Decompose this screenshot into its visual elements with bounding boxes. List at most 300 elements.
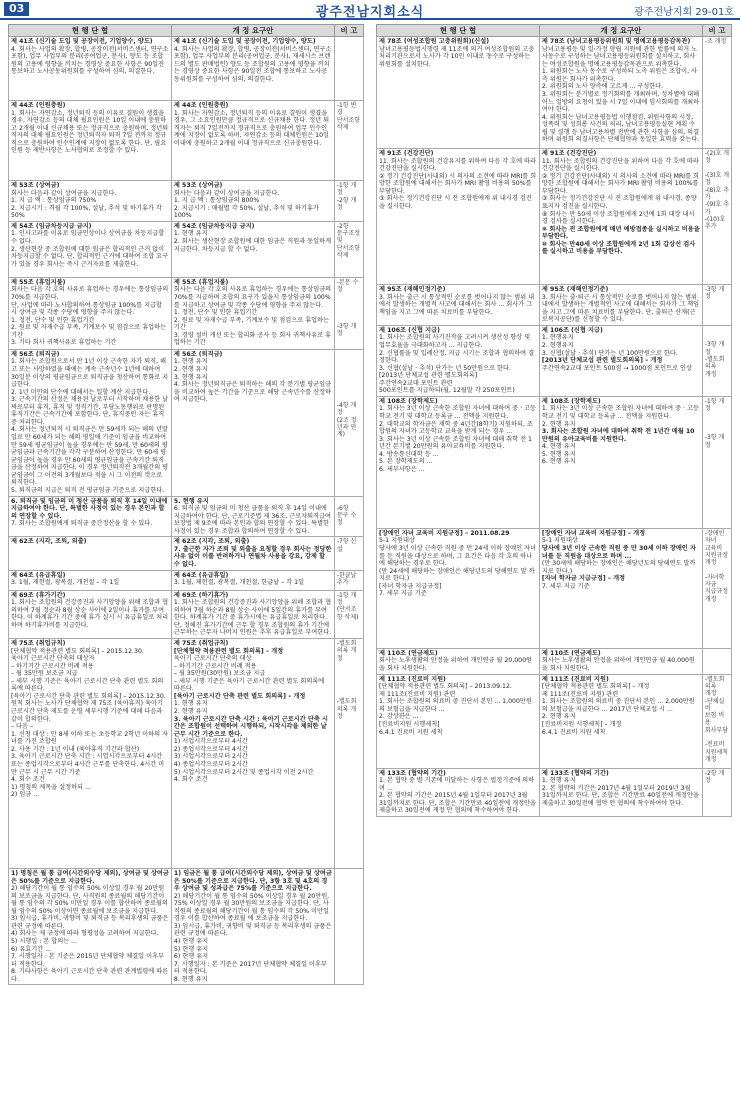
clause-text: 5) 현행 유지 bbox=[173, 945, 209, 953]
table-row bbox=[377, 285, 732, 326]
clause-text: ⑩ 회사는 만40세 이상 조합원에게 2년 1회 갑상선 검사를 실시하고 비용을 부담한다. bbox=[541, 240, 696, 256]
clause-text: 6. 현행 유지 bbox=[541, 458, 576, 466]
note-text: -1항 개정 bbox=[336, 591, 357, 606]
clause-text: 1. 현행 유지 bbox=[541, 777, 576, 785]
clause-text: [단체협약 적용관련 별도 회의록] – 개정 bbox=[173, 647, 284, 655]
clause-text: 회사는 노후생활의 안정을 위하여 개인연금 월 40,000원을 회사 지원한다. bbox=[541, 657, 695, 672]
table-header-row bbox=[377, 25, 732, 37]
note-text: 단서조항 bbox=[336, 244, 361, 252]
clause-text: (만 30세에 해당하는 장애인은 해당년도의 당해연도 말까지로 한다.) bbox=[541, 560, 696, 575]
current-clause-cell bbox=[377, 149, 540, 285]
header-demand: 개 정 요구안 bbox=[539, 25, 702, 37]
clause-text: 5-1 지원대상 bbox=[541, 537, 578, 545]
note-cell bbox=[702, 37, 731, 149]
note-cell bbox=[334, 101, 363, 181]
article-heading: 제 64조 (유급휴일) bbox=[11, 571, 66, 579]
table-row bbox=[9, 868, 364, 984]
clause-text: 5-1 지원대상 bbox=[379, 537, 415, 545]
note-text bbox=[705, 650, 729, 657]
table-row bbox=[377, 674, 732, 768]
issue-label: 광주전남지회 29-01호 bbox=[634, 7, 734, 18]
clause-text: 2. 위원회의 노사 양측에 고르게 ... 구성한다. bbox=[541, 83, 664, 91]
clause-text: [2013년 단체교섭 관련 별도회의록] bbox=[379, 372, 478, 380]
note-cell bbox=[702, 768, 731, 816]
clause-text: 회사는 다음 각 호의 사유로 휴업하는 경우에는 통상임금의 70%를 지급하며 조합의 요구가 있을시 통상임금의 100%를 지급하고 상여금 및 각종 수당에 영향을 주지 않는다. bbox=[173, 286, 332, 309]
clause-text: 1. 회사는 자연감소, 정년퇴직 등의 이유로 결원이 생겼을 경우, 그 소요인원만큼 정규직으로 신규채용 한다. 정년 퇴직자는 퇴직 7일전까지 정규직으로 충원하여 업무 인수인계에 지장이 없도록 하며, 자연감소 등의 대체인원은 10일 이내에 충원하고 2개월 이내 정규직으로 신규충원한다. bbox=[173, 109, 330, 147]
note-text bbox=[337, 669, 361, 676]
table-row bbox=[9, 349, 364, 496]
clause-text: 2. 신협률을 및 입례산정, 지급 시기는 조합과 협의하여 결정한다. bbox=[379, 349, 535, 365]
clause-text: [2013년 단체교섭 관련 별도회의록] – 개정 bbox=[541, 357, 663, 365]
clause-text: 1) 명칭의 제목을 설정하되 ... bbox=[11, 783, 91, 791]
clause-text: 3. 회사는 조합원 자녀에 대하여 취학 전 1년간 매월 10만원의 유아교육비를 지원한다. bbox=[541, 428, 695, 443]
note-text: -(8)호 추가 bbox=[704, 186, 730, 201]
clause-text: 3. 신협(설날 · 추석) 단가는 년 100만원으로 한다. bbox=[541, 349, 678, 357]
clause-text: [진료비지원 시행세칙] – 개정 bbox=[541, 720, 622, 728]
note-text bbox=[337, 677, 361, 684]
clause-text: 4. 회사는 사업의 확장, 합병, 공장이전(서비스센터, 연구소 포함), 업무 사업부의 분리(공여업군, 분사), 양도 등 조합원의 고용에 영향을 끼치는 경영상 중요한 사항은 90일전 통보하고 노사공동위원회를 구성하여 심의, 의결한다. bbox=[11, 45, 169, 76]
clause-text: 7. 세부 지급 기준 bbox=[541, 582, 590, 590]
clause-text: 4. 회사는 정년퇴직 시 퇴직금은 만 59세가 되는 해의 년말일로 만 60세가 되는 해의 평일에 기준이 임금을 비교하여 만 59세 평균임금이 높을 경우에는 만 59세, 만 60세의 평균임금과 근속기간을 각각 구분하여 산정한다. 만 60세 평균임금이 높을 경우 만 60세의 평균임금을 근속기간 퇴직금을 산정하여 지급한다. 이 경우 정년퇴직전 3개월간의 평균임금이 그 이전의 3개월보다 적을 시 그 이전의 것으로 퇴직한다. bbox=[11, 426, 169, 487]
note-text bbox=[337, 315, 361, 322]
clause-text: (만 24세에 해당하는 장애인은 해당년도의 당해연도 말 까지로 한다.) bbox=[379, 567, 535, 583]
note-text: -1항 변경 bbox=[336, 102, 357, 117]
clause-text: 5. 현행 유지 bbox=[541, 450, 576, 458]
note-text: 지급규정 bbox=[704, 588, 729, 596]
clause-text: 4) 현행 유지 bbox=[173, 938, 209, 945]
note-text: (2조 정년과 연계) bbox=[336, 416, 357, 439]
current-clause-cell bbox=[9, 349, 172, 496]
article-heading: 제 110조 (연금제도) bbox=[379, 649, 438, 657]
note-text bbox=[705, 327, 729, 334]
article-heading: 제 95조 (재해인정기준) bbox=[379, 286, 446, 293]
clause-text: 당사에 3년 이상 근속한 직원 중 만 24세 이하 장애인 자녀를 둔 직원을 대상으로 하며, 그 요건은 다음 각 호의 하나에 해당하는 경우로 한다. bbox=[379, 545, 536, 568]
note-text bbox=[705, 413, 729, 420]
clause-text: 5) 시업시각으로부터 2시간 및 종업시각 이전 2시간 bbox=[173, 768, 314, 776]
demand-clause-cell bbox=[539, 285, 702, 326]
article-heading: 제 69조 (하기휴가) bbox=[173, 591, 229, 599]
clause-text: 1. 회사는 3년 이상 근속한 조합원 자녀에 대하여 중 · 고등학교 전기 및 대학교 등록금 ... 전액을 지원한다. bbox=[379, 405, 536, 420]
note-text bbox=[337, 301, 361, 308]
clause-text: 4) 종업시각으로부터 2시간 bbox=[173, 760, 248, 768]
demand-clause-cell bbox=[171, 638, 334, 868]
note-text: 회사부담 bbox=[704, 726, 729, 734]
note-text bbox=[337, 365, 361, 372]
clause-text: 5. 퇴직금의 지급은 퇴직 전 평균임금 기준으로 지급한다. bbox=[11, 486, 165, 494]
table-row bbox=[9, 590, 364, 638]
clause-text: 2. 생산현장 중 조합원에 대한 임금은 합리적인 근거 없이 차등지급할 수 없다. 단, 합리적인 근거에 대하여 조합 요구가 있을 경우 회사는 즉시 근거자료를 제출한다. bbox=[11, 245, 169, 268]
article-heading: 제 44조 (인원충원) bbox=[173, 102, 229, 109]
clause-text: [자녀 학자금 지급규정] bbox=[379, 582, 442, 590]
note-text: -2항 개정 bbox=[336, 196, 357, 211]
article-heading: 제 78조 (여성조합원 고충위원회)(신설) bbox=[379, 38, 490, 45]
clause-text: 2. 지급시기 : 매월별 각 50%, 설날, 추석 및 하기휴가 100% bbox=[173, 204, 319, 220]
article-heading: 제 106조 (신협 지급) bbox=[541, 326, 603, 334]
clause-text: 3. 신협(설날 · 추석) 단가는 년 50만원으로 한다. bbox=[379, 364, 511, 372]
clause-text: 육아기 근로시간 단축의 대상 bbox=[173, 655, 252, 663]
table-row bbox=[9, 37, 364, 101]
clause-text: 2. 지급시기 : 격월 각 100%, 설날, 추석 및 하기휴가 각 50% bbox=[11, 204, 162, 220]
note-text: -별도회의록 bbox=[704, 675, 725, 690]
clause-text: ② 정기 건강진단(사내외) 시 의사의 소견에 따라 MRI를 희망한 조합원에 대해서는 회사가 MRI 촬영 비용의 50%를 부담한다. bbox=[379, 172, 537, 195]
clause-text: 2. 현행 유지 bbox=[173, 708, 208, 715]
table-row bbox=[9, 101, 364, 181]
note-text bbox=[337, 38, 361, 45]
article-heading: 제 91조 (건강진단) bbox=[541, 150, 597, 157]
current-clause-cell bbox=[377, 37, 540, 149]
clause-text: 6. 퇴직금 및 임금의 미 청산 금품을 퇴직 후 14일 이내에 지급하여야 한다. 단, 근로기준법 제 36조, 근로자퇴직급여보장법 제 9조에 따라 본인과 합의 연장할 수 있다. 특별한 사정이 있는 경우 조합과 합의하여 연장할 수 있다. bbox=[173, 505, 331, 535]
clause-text: 4. 회사는 사업의 확장, 합병, 공장이전(서비스센터, 연구소 포함), 업무 사업부의 분리(공여업군, 분사), 재세시스 브랜드의 별도 판매법인) 양도 등 조합원의 고용에 영향을 끼치는 경영상 중요한 사항은 90일전 조합에 통보하고 노사공동위원회를 구성하여 심의, 의결한다. bbox=[173, 45, 332, 83]
clause-text: 11. 회사는 조합원의 건강진단을 위하여 다음 각 호에 따라 건강진단을 실시한다. bbox=[541, 157, 699, 173]
demand-clause-cell bbox=[171, 590, 334, 638]
clause-text: 6.4.1 진료비 지원 세칙 bbox=[379, 728, 443, 736]
article-heading: 제 95조 (재해인정기준) bbox=[541, 286, 609, 293]
demand-clause-cell bbox=[171, 181, 334, 222]
clause-text: 1. 본 협약 중 별 기존에 미달하는 사항은 법정기준에 의하며 ... bbox=[379, 777, 535, 792]
table-row bbox=[377, 396, 732, 528]
clause-text: ② 정기 건강진단(사내외) 시 의사의 소견에 따라 MRI를 희망한 조합원에 대해서는 회사가 MRI 촬영 비용의 100%를 부담한다. bbox=[541, 172, 700, 195]
header-note: 비 고 bbox=[334, 25, 363, 37]
note-text bbox=[337, 498, 361, 505]
demand-clause-cell bbox=[171, 221, 334, 277]
clause-text: 단, 사업에 따라 노사합의하여 통상임금 100%를 지급할 시 상여금 및 각종 수당에 영향을 주지 않는다. bbox=[11, 301, 162, 317]
article-heading: 제 111조 (진료비 지원) bbox=[541, 675, 609, 683]
clause-text: 6.4.1 진료비 지원 세칙 bbox=[541, 728, 606, 736]
clause-text: 2. 본 협약의 기간은 2015년 4월 1일부터 2017년 3월 31일까지로 한다. 단, 조합은 기간만료 40일전에 개정안을 제출하고 30일전에 개정 안 협의에 착수하여야 한다. bbox=[379, 792, 536, 815]
article-heading: [장애인 자녀 교육비 지원규정] – 2011.08.29 bbox=[379, 529, 510, 537]
clause-text: 1) 시업시각으로부터 4시간 bbox=[173, 738, 248, 746]
note-text: -(3)호 개정 bbox=[704, 171, 730, 187]
demand-clause-cell bbox=[171, 277, 334, 349]
table-row bbox=[377, 149, 732, 285]
demand-clause-cell bbox=[539, 674, 702, 768]
clause-text: 6. 세부사항은 ... bbox=[379, 465, 425, 473]
current-clause-cell bbox=[9, 868, 172, 984]
left-column bbox=[8, 24, 364, 1095]
demand-clause-cell bbox=[171, 868, 334, 984]
demand-clause-cell bbox=[171, 537, 334, 570]
table-row bbox=[377, 648, 732, 674]
clause-text: 3. 회사는 3년 이상 근속한 조합원 자녀에 대해 취학 전 1년간 본기별 20만원의 유아교육비를 지원한다. bbox=[379, 435, 532, 451]
clause-text: 1. 정전, 단수 및 인한 휴업기간 bbox=[11, 316, 95, 324]
current-clause-cell bbox=[377, 325, 540, 396]
note-text: 보험 비용 bbox=[704, 712, 725, 727]
clause-text: 3) 임시급, 휴가비, 귀향비 및 퇴직금 등 복리후생의 금품은 관련 규정에 따른다. bbox=[173, 922, 332, 938]
article-heading: 제 133조 (협약의 기간) bbox=[541, 769, 609, 777]
clause-text: ⑨ 회사는 전 조합원에게 매년 예방접종을 실시하고 비용을 부담한다. bbox=[541, 225, 700, 241]
note-cell bbox=[334, 349, 363, 496]
clause-text: 3. 위원회는 분기별로 정기회의를 개최하며, 성차별에 대해 어느 일방의 요청이 있을 시 7일 이내에 임시회의를 개최하여야 한다. bbox=[541, 90, 700, 114]
clause-text: 2. 사용 기간 : 1년 이내 (육아휴직 기간과 합산) bbox=[11, 745, 140, 753]
article-heading: 제 108조 (장학제도) bbox=[379, 397, 438, 405]
comparison-table-left bbox=[8, 24, 364, 985]
header-current: 현 행 단 협 bbox=[377, 25, 540, 37]
clause-text: 육아기 근로시간 단축의 대상자 bbox=[11, 655, 95, 663]
demand-clause-cell bbox=[539, 37, 702, 149]
clause-text: 회사는 노후생활의 안정을 위하여 개인연금 월 20,000원을 회사 지원한다. bbox=[379, 657, 532, 672]
article-heading: 제 41조 (신기술 도입 및 공장이전, 기업양수, 양도) bbox=[173, 38, 316, 45]
table-row bbox=[377, 325, 732, 396]
clause-text: 5. 본 장학제도의 ... bbox=[379, 458, 433, 466]
note-text: -진료비 bbox=[704, 741, 725, 749]
clause-text: ③ 회사는 정기건강진단 시 전 조합원에게 위 내시경 검진을 실시한다. bbox=[379, 195, 532, 210]
note-cell bbox=[334, 590, 363, 638]
clause-text: 500포인트를 지급하되(월, 12월말 각 250포인트) bbox=[379, 387, 515, 395]
clause-text: 2. 원료 및 자재수급 부족, 기계보수 및 점검으로 휴업하는 기간 bbox=[173, 316, 330, 332]
table-row bbox=[9, 570, 364, 590]
clause-text: 7. 세부 지급 기준 bbox=[379, 590, 427, 598]
clause-text: 주간연속2교대 포인트 관련 bbox=[379, 379, 453, 387]
note-cell bbox=[334, 181, 363, 222]
clause-text: 1. 신청 대상 : 만 8세 이하 또는 초등학교 2학년 이하의 자녀를 가진 조합원 bbox=[11, 730, 169, 746]
note-cell bbox=[702, 285, 731, 326]
article-heading: 제 62조 (지각, 조퇴, 외출) bbox=[173, 538, 250, 546]
note-text bbox=[337, 308, 361, 315]
clause-text: 1. 회사는 조합원으로서 만 1년 이상 근속한 자가 퇴직, 해고 또는 사망하였을 때에는 계속 근속년수 1년에 대하여 30일분 이상의 평균임금으로 퇴직금을 청산하여 통화로 지급한다. bbox=[11, 358, 169, 389]
note-text: -(2)호 개정 bbox=[704, 150, 730, 165]
demand-clause-cell bbox=[171, 37, 334, 101]
clause-text: 1. 정전, 단수 및 인한 휴업기간 bbox=[173, 309, 258, 317]
clause-text: – 월 35만원(30만원) 보조금 지급 bbox=[173, 670, 266, 678]
article-heading: 제 78조 (남녀고용평등위원회 및 명예고용평등감독관) bbox=[541, 38, 691, 45]
clause-text: 제 111조(진료비 지원) 관련 bbox=[379, 690, 456, 698]
clause-text: 회사는 다음과 같이 상여금을 지급한다. bbox=[11, 189, 117, 197]
note-cell bbox=[334, 638, 363, 868]
publication-title: 광주전남지회소식 bbox=[315, 5, 425, 20]
note-text: 삭제 bbox=[336, 252, 349, 260]
note-text bbox=[705, 165, 729, 172]
article-heading: 제 69조 (휴가기간) bbox=[11, 591, 66, 599]
clause-text: 1. 회사는 조합원의 의료비 중 진단서 본인 ... 1,000만원의 보험급을 지급한다 ... bbox=[379, 698, 532, 713]
clause-text: – 하기기간 근로시간 비례 적용 bbox=[173, 662, 257, 670]
clause-text: 1. 회사는 3년 이상 근속한 조합원 자녀에 대하여 중 · 고등학교 전기 및 대학교 등록금 ... 전액을 지원한다. bbox=[541, 405, 699, 420]
clause-text: ③ 회사는 정기건강진단 시 전 조합원에게 위 내시경, 종양표지자 검진을 실시한다. bbox=[541, 195, 697, 210]
table-row bbox=[9, 638, 364, 868]
clause-text: 3. 1월, 제헌절, 광복절, 개천절, 한글날 – 각 1일 bbox=[173, 579, 305, 587]
comparison-table-right bbox=[376, 24, 732, 817]
note-text bbox=[337, 870, 361, 877]
note-text: 개정 bbox=[704, 595, 717, 603]
note-text: 개정 bbox=[704, 370, 717, 378]
article-heading: 제 54조 (임금차등지급 금지) bbox=[173, 222, 255, 230]
note-text: 개정 bbox=[704, 756, 717, 763]
clause-text: 2. 현행 유지 bbox=[173, 365, 208, 373]
clause-text: 7. 시행일자 : 본 기준은 2017년 단체협약 체결일 이후부터 적용한다. bbox=[173, 960, 327, 976]
current-clause-cell bbox=[9, 537, 172, 570]
note-text: -2항 bbox=[336, 222, 349, 230]
demand-clause-cell bbox=[539, 648, 702, 674]
clause-text: 3. 회사는 출·퇴근 시 통상적인 순로를 벗어나지 않는 범위 내에서 발생하는 개별적인 사고에 대해서는 회사가 그 책임을 지고 그에 따른 치료비를 부담한다. 단, 출퇴근 산재(근로복지공단)를 신청할 수 있다. bbox=[541, 293, 700, 324]
current-clause-cell bbox=[9, 181, 172, 222]
clause-text: 남녀고용평등 및 일·가정 양립 지원에 관한 법률에 의거 노사동수로 구성하는 남녀고용평등위원회를 설치하고, 회사는 여성조합원을 명예고용평등감독관으로 위촉한다. bbox=[541, 45, 698, 68]
demand-clause-cell bbox=[539, 325, 702, 396]
note-text: -별도회의록 bbox=[704, 356, 725, 371]
clause-text: 1. 현행 유지 bbox=[173, 700, 208, 708]
table-row bbox=[9, 537, 364, 570]
article-heading: 제 44조 (인원충원) bbox=[11, 102, 66, 109]
demand-clause-cell bbox=[539, 149, 702, 285]
note-text bbox=[705, 420, 729, 427]
clause-text: 6) 현행 유지 bbox=[173, 953, 209, 961]
note-text: -3항 개정 bbox=[704, 434, 725, 449]
clause-text: 당사에 3년 이상 근속한 직원 중 만 30세 이하 장애인 자녀를 둔 직원을 대상으로 하며 ... bbox=[541, 545, 696, 560]
clause-text: 3. 근속기간의 산정은 채용된 날로부터 시작하며 채용한 날짜로부터 휴직, 휴직 및 정직기간, 부당노동행위로 판명된 휴직기간은 근속기간에 포함한다. 단, 휴직중인 자는 휴직중 처리한다. bbox=[11, 396, 169, 426]
clause-text: – 하기기간 근로시간 비례 적용 bbox=[11, 662, 94, 670]
header-current: 현 행 단 협 bbox=[9, 25, 172, 37]
clause-text: 회사는 다음과 같이 상여금을 지급한다. bbox=[173, 189, 280, 197]
clause-text: 3. 육아기 근로시간 단축 시간 : 시업시각으로부터 4시간 또는 종업시각으로부터 4시간 근무를 단축한다. 4시간 미만 근무 시 근무 시간 기준 bbox=[11, 753, 165, 776]
note-text: -3항 개정 bbox=[704, 341, 725, 356]
current-clause-cell bbox=[9, 101, 172, 181]
article-heading: 제 62조 (지각, 조퇴, 외출) bbox=[11, 538, 87, 546]
note-cell bbox=[702, 396, 731, 528]
demand-clause-cell bbox=[539, 396, 702, 528]
clause-text: – 월 35만원 보조금 지급 bbox=[11, 670, 78, 678]
note-text: -한글날 추가 bbox=[336, 571, 357, 586]
note-text: -2항 개정 bbox=[704, 769, 725, 784]
note-cell bbox=[702, 149, 731, 285]
clause-text: 2. 현행 유지 bbox=[541, 713, 576, 721]
note-text: -4항 개정 bbox=[336, 402, 357, 417]
article-heading: 5. 현행 유지 bbox=[173, 497, 209, 505]
clause-text: [자녀 학자금 지급규정] – 개정 bbox=[541, 575, 626, 583]
clause-text: 4. 회수 조건 bbox=[11, 776, 45, 784]
note-cell bbox=[702, 325, 731, 396]
clause-text: – 세부 시행 기준은 육아기 근로시간 단축 관련 별도 회의록에 따른다. bbox=[11, 677, 164, 693]
note-text: 개정 bbox=[704, 690, 717, 698]
clause-text: 1. 지 급 액 : 통상임금의 750% bbox=[11, 197, 97, 205]
clause-text: 1. 회사는 조합원의 의료비 중 진단서 본인 ... 2,000만원의 보험급을 지급한다 ... 2017년 단체교섭 시 ... bbox=[541, 698, 695, 713]
demand-clause-cell bbox=[171, 570, 334, 590]
note-text: -6항 bbox=[336, 504, 349, 512]
clause-text: 3. 육아기 근로시간 단축 시간 : 육아기 근로시간 단축 시간은 조합원이 선택하여 시행하되, 시작시각을 제외한 날 근무 시간 기준으로 한다. bbox=[173, 715, 328, 738]
note-text: -별도회의록 개정 bbox=[336, 698, 357, 721]
article-heading: 6. 퇴직금 및 임금의 미 청산 금품을 퇴직 후 14일 이내에 지급하여야 한다. 단, 특별한 사정이 있는 경우 본인과 합의 연장할 수 있다. bbox=[11, 497, 168, 520]
current-clause-cell bbox=[9, 221, 172, 277]
clause-text: 남녀고용평등법시행령 제 11조에 의거 여성조합원의 고충처리기관으로서 노사가 각 10인 이내로 동수로 구성하는 위원회를 설치한다. bbox=[379, 45, 535, 68]
note-cell bbox=[334, 537, 363, 570]
table-row bbox=[9, 181, 364, 222]
clause-text: 4. 회수 조건 bbox=[173, 776, 208, 784]
current-clause-cell bbox=[9, 570, 172, 590]
clause-text: 4. 회사는 정년퇴직금은 퇴직하는 해의 각 분기별 평균임금을 비교하여 높은 기간을 기준으로 해당 근속년수를 산정하여 지급한다. bbox=[173, 381, 332, 404]
clause-text: 8. 기타사항은 육아기 근로시간 단축 관련 관계법령에 따른다. bbox=[11, 968, 169, 983]
clause-text: 7. 출근한 자가 조퇴 및 외출을 요청할 경우 회사는 정당한 사유 없이 이를 반려하거나 연월차 사용을 강요, 강제 할 수 없다. bbox=[173, 545, 332, 568]
clause-text: 3. 회사는 출근 시 통상적인 순로를 벗어나지 않는 범위 내에서 발생하는 개별적 사고에 대해서는 회사 ... 회사가 그 책임을 지고 그에 따른 치료비를 부담한다. bbox=[379, 293, 535, 316]
clause-text: 2) 해당기간이 월 통 임수의 50% 이상일 경우 월 20만원, 75% 이상일 경우 월 30만원의 보조금을 지급한다. 단, 사직원의 종료월의 해당기간이 월 통 임수의 각 50% 미만일 경우 이를 합산하여 종료월 에 보조금을 지급한다. bbox=[173, 892, 330, 923]
note-text bbox=[337, 387, 361, 394]
current-clause-cell bbox=[377, 648, 540, 674]
article-heading: 제 106조 (신협 지급) bbox=[379, 326, 440, 334]
note-text bbox=[337, 684, 361, 691]
note-cell bbox=[702, 648, 731, 674]
article-heading: 제 55조 (휴업지불) bbox=[173, 278, 229, 286]
clause-text: 8. 현행 유지 bbox=[173, 975, 208, 983]
note-text: -조 개정 bbox=[704, 38, 727, 45]
note-text: (단서조항 삭제) bbox=[336, 606, 359, 621]
current-clause-cell bbox=[377, 528, 540, 648]
note-text: 지원규정 bbox=[704, 551, 729, 559]
note-text bbox=[337, 293, 361, 300]
note-text: -(10)호 추가 bbox=[704, 215, 726, 231]
note-text bbox=[337, 380, 361, 387]
clause-text: [육아기 근로시간 단축 관련 별도 회의록] – 개정 bbox=[173, 692, 306, 700]
clause-text: 2) 종업시각으로부터 4시간 bbox=[173, 745, 248, 753]
note-text: -3항 개정 bbox=[704, 286, 725, 301]
note-text: -자녀학자금 bbox=[704, 573, 725, 589]
table-row bbox=[377, 768, 732, 816]
article-heading: 제 54조 (임금차등지급 금지) bbox=[11, 222, 92, 230]
note-text: -1항 개정 bbox=[704, 397, 725, 413]
note-cell bbox=[334, 37, 363, 101]
table-body-left bbox=[9, 37, 364, 985]
note-text: -별도회의록 개정 bbox=[336, 639, 357, 662]
header-note: 비 고 bbox=[702, 25, 731, 37]
article-heading: 제 41조 (신기술 도입 및 공장이전, 기업양수, 양도) bbox=[11, 38, 153, 45]
note-text: 자녀 bbox=[704, 537, 717, 545]
clause-text: 1. 현행 유지 bbox=[173, 230, 208, 238]
note-text: -장애인 bbox=[704, 529, 725, 537]
note-text: 지원세칙 bbox=[704, 748, 729, 756]
note-text bbox=[337, 662, 361, 669]
clause-text: 1. 현행 유지 bbox=[173, 358, 208, 366]
clause-text: 2. 현행 유지 bbox=[541, 420, 576, 428]
current-clause-cell bbox=[377, 768, 540, 816]
clause-text: 제 111조(진료비 지원) 관련 bbox=[541, 690, 619, 698]
note-cell bbox=[334, 496, 363, 537]
note-text: 문구조정 및 bbox=[336, 230, 361, 245]
note-text: -1항 개정 bbox=[336, 182, 357, 197]
current-clause-cell bbox=[9, 277, 172, 349]
table-row bbox=[377, 528, 732, 648]
current-clause-cell bbox=[377, 674, 540, 768]
note-text bbox=[337, 373, 361, 380]
article-heading: 1) 임금은 월 통 급여(시간외수당 제외), 상여금 및 상여금은 50%를 기준으로 지급한다. 단, 3항 3호 및 4호의 경우 상여금 및 성과급은 75%를 기준으로 지급한다. bbox=[173, 869, 332, 893]
article-heading: 제 75조 (취업규칙) bbox=[173, 639, 229, 647]
article-heading: 1) 명칭은 월 통 급여(시간외수당 제외), 상여금 및 상여금은 50%를 기준으로 지급한다. bbox=[11, 869, 169, 885]
clause-text: 3. 1월, 제헌절, 광복절, 개천절 – 각 1일 bbox=[11, 579, 120, 587]
clause-text: [단체협약 적용관련 별도 회의록] – 개정 bbox=[541, 683, 650, 691]
clause-text: 1. 지 급 액 : 통상임금의 800% bbox=[173, 197, 260, 205]
note-text: 교육비 bbox=[704, 544, 723, 552]
article-heading: 제 133조 (협약의 기간) bbox=[379, 769, 446, 777]
article-heading: 제 108조 (장학제도) bbox=[541, 397, 601, 405]
note-text: 단서조항 삭제 bbox=[336, 116, 361, 131]
table-row bbox=[377, 37, 732, 149]
clause-text: 2) 임금 ... bbox=[11, 791, 40, 799]
note-text bbox=[337, 358, 361, 365]
article-heading: 제 111조 (진료비 지원) bbox=[379, 675, 446, 683]
current-clause-cell bbox=[9, 638, 172, 868]
table-header-row bbox=[9, 25, 364, 37]
clause-text: 3) 임시급, 휴가비, 귀향비 및 퇴직금 등 복리후생의 금품은 관련 규정에 따른다. bbox=[11, 915, 169, 930]
table-row bbox=[9, 221, 364, 277]
clause-text: 2) 해당기간이 월 통 임수의 50% 이상일 경우 월 20만원의 보조금을 지급한다. 단, 사직원의 종료월의 해당기간이 월 통 임수의 각 50% 미만일 경우 이를 합산하여 종료월의 월 임수의 50% 이상이면 종료월에 보조금을 지급한다. bbox=[11, 885, 168, 915]
clause-text: 1. 인사고과를 이유로 임금인상이나 상여금을 차등지급할 수 없다. bbox=[11, 230, 165, 245]
clause-text: 2. 대학교의 학자금은 재학 중 4년간(8학기) 지원하되, 조합원의 자녀가 고등학교 교육을 받게 되는 경우 ... bbox=[379, 420, 533, 436]
note-text: -(9)호 추가 bbox=[704, 201, 730, 216]
header-demand: 개 정 요구안 bbox=[171, 25, 334, 37]
clause-text: 1. 회사는 조합원의 건강증진과 사기앙양을 위해 조합과 협의하여 7월 정순과 8월 상순 사이에 2일이나 휴가를 부여한다. 이 하계휴가 기간 중에 휴가 실시 시 유급휴일로 처리하며 하기휴가비를 지급한다. bbox=[11, 599, 169, 629]
article-heading: 제 56조 (퇴직금) bbox=[11, 350, 60, 358]
demand-clause-cell bbox=[171, 496, 334, 537]
clause-text: 11. 회사는 조합원의 건강유지를 위하여 다음 각 호에 따라 건강진단을 실시한다. bbox=[379, 157, 537, 173]
demand-clause-cell bbox=[539, 768, 702, 816]
note-text: 개정 bbox=[704, 559, 717, 567]
page-header bbox=[0, 0, 740, 20]
clause-text: 1. 위원회는 노사 동수로 구성하되 노측 위원은 조합이, 사측 위원은 회사가 위촉한다. bbox=[541, 68, 698, 83]
note-text bbox=[705, 566, 729, 573]
